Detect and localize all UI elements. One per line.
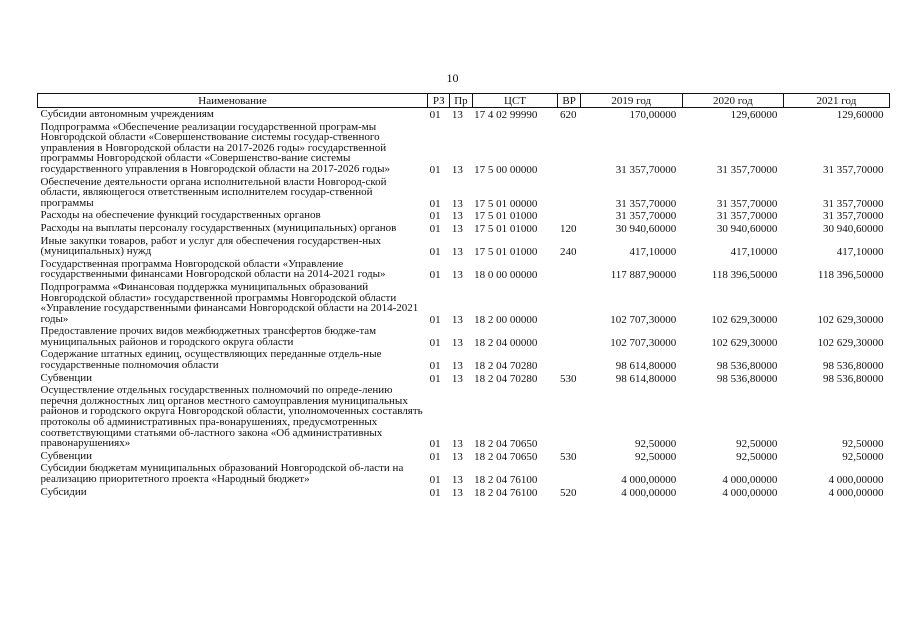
row-2021-cell: 92,50000 bbox=[842, 438, 884, 450]
row-cst-cell: 18 2 04 70650 bbox=[474, 450, 538, 463]
row-2021-cell: 31 357,70000 bbox=[823, 163, 884, 176]
row-name-cell: Субвенции bbox=[40, 371, 93, 384]
table-row bbox=[38, 281, 890, 325]
table-row bbox=[38, 486, 890, 499]
row-name-cell: Подпрограмма «Обеспечение реализации государственной програм-мы Новгородской области «Совершенствование системы государ-ственного управления в Новгородской области на 2017-2026 годы» государственной программы Новгородской области «Совершенство-вание системы государственного управления в Новгородской области на 2017-2026 годы» bbox=[40, 120, 391, 175]
row-2021-cell: 4 000,00000 bbox=[828, 474, 884, 486]
row-rz-cell: 01 bbox=[429, 197, 441, 210]
row-2021-cell: 98 536,80000 bbox=[823, 372, 884, 385]
row-name-cell: Осуществление отдельных государственных полномочий по опреде-лению перечня должностных лиц органов местного самоуправления муниципальных районов и городского округа Новгородской области, уполномоченных составлять протоколы об административных пра-вонарушениях, предусмотренных соответствующими статьями об-ластного закона «Об административных правонарушениях» bbox=[40, 384, 423, 450]
row-2020-cell: 31 357,70000 bbox=[716, 197, 778, 210]
row-pr-cell: 13 bbox=[451, 163, 463, 176]
row-vr-cell bbox=[558, 258, 580, 281]
row-cst-cell: 18 0 00 00000 bbox=[474, 269, 538, 281]
row-name-cell: Субсидии bbox=[40, 485, 87, 498]
row-2021-cell: 31 357,70000 bbox=[823, 197, 884, 210]
row-2020-cell: 4 000,00000 bbox=[722, 486, 778, 499]
table-row bbox=[38, 450, 890, 463]
row-2019-cell: 170,00000 bbox=[629, 109, 677, 121]
row-pr-cell: 13 bbox=[451, 197, 463, 210]
row-2020-cell: 98 536,80000 bbox=[716, 360, 778, 372]
row-cst-cell: 18 2 04 76100 bbox=[474, 486, 538, 499]
row-vr-cell: 240 bbox=[559, 246, 577, 258]
row-name-cell: Иные закупки товаров, работ и услуг для обеспечения государствен-ных (муниципальных) нужд bbox=[40, 234, 382, 258]
row-cst-cell: 18 2 04 00000 bbox=[474, 336, 538, 349]
row-2019-cell: 92,50000 bbox=[635, 438, 677, 450]
row-rz-cell: 01 bbox=[429, 246, 441, 258]
row-rz-cell: 01 bbox=[429, 269, 441, 281]
row-vr-cell bbox=[558, 121, 580, 176]
row-pr-cell: 13 bbox=[451, 360, 463, 372]
page-number: 10 bbox=[446, 71, 459, 85]
row-2021-cell: 31 357,70000 bbox=[823, 210, 884, 222]
row-cst-cell: 17 5 01 01000 bbox=[474, 222, 538, 235]
row-name-cell: Субсидии бюджетам муниципальных образований Новгородской об-ласти на реализацию приоритетного проекта «Народный бюджет» bbox=[40, 462, 404, 485]
row-2020-cell: 102 629,30000 bbox=[711, 313, 778, 326]
row-cst-cell: 18 2 04 70280 bbox=[474, 360, 538, 372]
row-2019-cell: 4 000,00000 bbox=[621, 486, 677, 499]
budget-table bbox=[37, 93, 890, 498]
row-2019-cell: 117 887,90000 bbox=[610, 269, 677, 281]
row-pr-cell: 13 bbox=[451, 450, 463, 463]
table-row bbox=[38, 348, 890, 371]
row-name-cell: Расходы на выплаты персоналу государственных (муниципальных) органов bbox=[40, 221, 397, 234]
row-pr-cell: 13 bbox=[451, 486, 463, 499]
row-name-cell: Расходы на обеспечение функций государственных органов bbox=[40, 209, 321, 222]
row-2020-cell: 118 396,50000 bbox=[711, 269, 778, 281]
row-pr-cell: 13 bbox=[451, 246, 463, 258]
row-name-cell: Подпрограмма «Финансовая поддержка муниципальных образований Новгородской области» государственной программы Новгородской области «Управление государственными финансами Новгородской области на 2014-2021 годы» bbox=[40, 280, 419, 325]
row-name-cell: Субвенции bbox=[40, 449, 93, 462]
row-pr-cell: 13 bbox=[451, 474, 463, 486]
table-row bbox=[38, 121, 890, 176]
table-row bbox=[38, 384, 890, 450]
row-2021-cell: 4 000,00000 bbox=[828, 486, 884, 499]
table-row bbox=[38, 222, 890, 235]
row-2020-cell: 417,10000 bbox=[730, 246, 778, 258]
header-cst: ЦСТ bbox=[472, 94, 558, 108]
row-cst-cell: 17 5 01 01000 bbox=[474, 246, 538, 258]
row-2020-cell: 31 357,70000 bbox=[716, 163, 778, 176]
table-row bbox=[38, 372, 890, 385]
row-2019-cell: 102 707,30000 bbox=[610, 336, 677, 349]
row-2020-cell: 102 629,30000 bbox=[711, 336, 778, 349]
table-row bbox=[38, 176, 890, 210]
table-row bbox=[38, 325, 890, 348]
row-2019-cell: 102 707,30000 bbox=[610, 313, 677, 326]
header-2020: 2020 год bbox=[682, 94, 783, 108]
table-row bbox=[38, 462, 890, 485]
row-2019-cell: 417,10000 bbox=[629, 246, 677, 258]
row-rz-cell: 01 bbox=[429, 450, 441, 463]
row-rz-cell: 01 bbox=[429, 360, 441, 372]
row-vr-cell: 530 bbox=[559, 450, 577, 463]
row-name-cell: Предоставление прочих видов межбюджетных трансфертов бюдже-там муниципальных районов и городского округа области bbox=[40, 325, 377, 348]
row-2019-cell: 4 000,00000 bbox=[621, 474, 677, 486]
row-2020-cell: 30 940,60000 bbox=[716, 222, 778, 235]
row-2019-cell: 31 357,70000 bbox=[615, 197, 677, 210]
row-cst-cell: 17 4 02 99990 bbox=[474, 109, 538, 121]
row-2019-cell: 31 357,70000 bbox=[615, 210, 677, 222]
row-pr-cell: 13 bbox=[451, 438, 463, 450]
row-2019-cell: 92,50000 bbox=[635, 450, 677, 463]
row-vr-cell: 620 bbox=[559, 109, 577, 121]
row-cst-cell: 18 2 04 70280 bbox=[474, 372, 538, 385]
row-rz-cell: 01 bbox=[429, 336, 441, 349]
row-2021-cell: 92,50000 bbox=[842, 450, 884, 463]
row-2020-cell: 98 536,80000 bbox=[716, 372, 778, 385]
row-name-cell: Содержание штатных единиц, осуществляющих переданные отдель-ные государственные полномочия области bbox=[40, 348, 382, 372]
header-2021: 2021 год bbox=[783, 94, 889, 108]
row-2020-cell: 31 357,70000 bbox=[716, 210, 778, 222]
table-row bbox=[38, 108, 890, 121]
row-pr-cell: 13 bbox=[451, 269, 463, 281]
header-vr: ВР bbox=[558, 94, 580, 108]
row-2019-cell: 31 357,70000 bbox=[615, 163, 677, 176]
row-pr-cell: 13 bbox=[451, 336, 463, 349]
row-2021-cell: 118 396,50000 bbox=[817, 269, 884, 281]
row-pr-cell: 13 bbox=[451, 222, 463, 235]
row-vr-cell bbox=[558, 462, 580, 485]
row-name-cell: Обеспечение деятельности органа исполнительной власти Новгород-ской области, являющегося ответственным исполнителем государ-ственной программы bbox=[40, 175, 387, 209]
row-cst-cell: 18 2 04 70650 bbox=[474, 438, 538, 450]
row-pr-cell: 13 bbox=[451, 372, 463, 385]
row-2020-cell: 129,60000 bbox=[730, 109, 778, 121]
row-vr-cell bbox=[558, 281, 580, 325]
row-cst-cell: 17 5 01 00000 bbox=[474, 197, 538, 210]
row-vr-cell: 530 bbox=[559, 372, 577, 385]
row-vr-cell: 520 bbox=[559, 486, 577, 499]
row-2021-cell: 30 940,60000 bbox=[823, 222, 884, 235]
row-rz-cell: 01 bbox=[429, 486, 441, 499]
row-2019-cell: 98 614,80000 bbox=[615, 372, 677, 385]
row-2019-cell: 98 614,80000 bbox=[615, 360, 677, 372]
row-rz-cell: 01 bbox=[429, 210, 441, 222]
row-pr-cell: 13 bbox=[451, 109, 463, 121]
table-body bbox=[38, 108, 890, 499]
row-vr-cell bbox=[558, 209, 580, 222]
row-2020-cell: 92,50000 bbox=[736, 450, 778, 463]
row-cst-cell: 17 5 00 00000 bbox=[474, 163, 538, 176]
row-rz-cell: 01 bbox=[429, 222, 441, 235]
table-row bbox=[38, 209, 890, 222]
header-name: Наименование bbox=[38, 94, 428, 108]
row-2021-cell: 102 629,30000 bbox=[817, 336, 884, 349]
row-2020-cell: 4 000,00000 bbox=[722, 474, 778, 486]
table-header bbox=[38, 94, 890, 108]
row-rz-cell: 01 bbox=[429, 163, 441, 176]
row-2021-cell: 98 536,80000 bbox=[823, 360, 884, 372]
row-name-cell: Государственная программа Новгородской области «Управление государственными финансами Новгородской области на 2014-2021 годы» bbox=[40, 257, 386, 281]
row-2019-cell: 30 940,60000 bbox=[615, 222, 677, 235]
row-pr-cell: 13 bbox=[451, 313, 463, 326]
row-2020-cell: 92,50000 bbox=[736, 438, 778, 450]
row-rz-cell: 01 bbox=[429, 109, 441, 121]
row-cst-cell: 18 2 04 76100 bbox=[474, 474, 538, 486]
row-2021-cell: 417,10000 bbox=[836, 246, 884, 258]
row-vr-cell bbox=[558, 348, 580, 371]
table-row bbox=[38, 235, 890, 258]
row-rz-cell: 01 bbox=[429, 474, 441, 486]
row-vr-cell bbox=[558, 384, 580, 450]
row-2021-cell: 129,60000 bbox=[836, 109, 884, 121]
row-cst-cell: 18 2 00 00000 bbox=[474, 313, 538, 326]
header-2019: 2019 год bbox=[580, 94, 682, 108]
table-row bbox=[38, 258, 890, 281]
header-pr: Пр bbox=[450, 94, 472, 108]
row-rz-cell: 01 bbox=[429, 313, 441, 326]
row-vr-cell bbox=[558, 176, 580, 210]
row-vr-cell: 120 bbox=[559, 222, 577, 235]
row-name-cell: Субсидии автономным учреждениям bbox=[40, 108, 214, 120]
row-vr-cell bbox=[558, 325, 580, 348]
row-cst-cell: 17 5 01 01000 bbox=[474, 210, 538, 222]
row-rz-cell: 01 bbox=[429, 438, 441, 450]
header-rz: РЗ bbox=[428, 94, 450, 108]
row-pr-cell: 13 bbox=[451, 210, 463, 222]
row-rz-cell: 01 bbox=[429, 372, 441, 385]
row-2021-cell: 102 629,30000 bbox=[817, 313, 884, 326]
